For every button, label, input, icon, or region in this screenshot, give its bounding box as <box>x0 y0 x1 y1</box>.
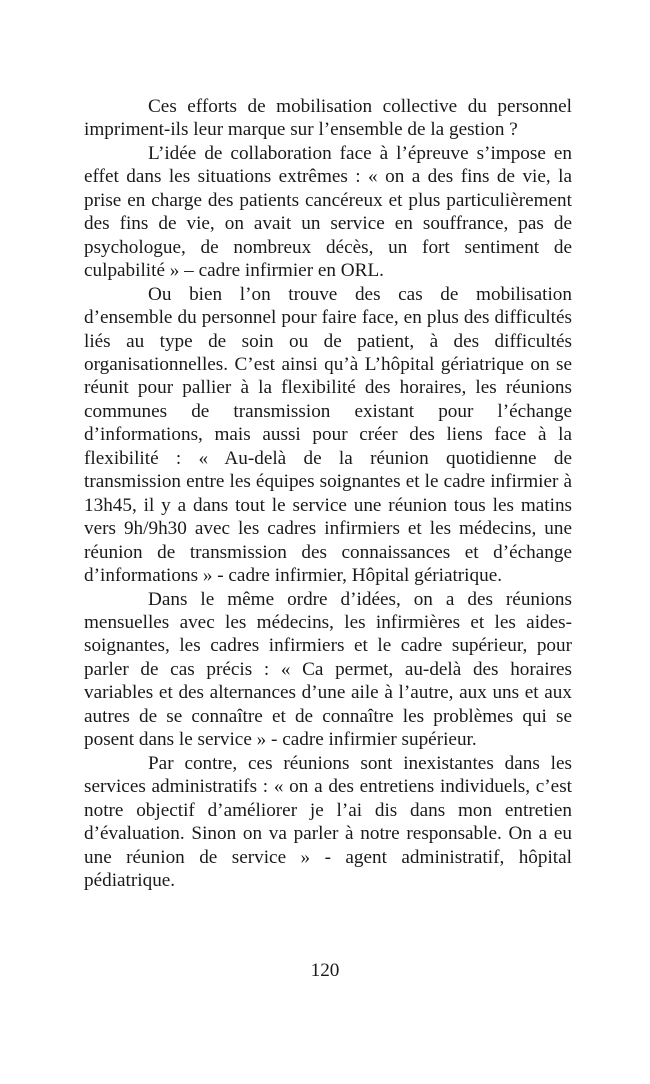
page-number: 120 <box>310 960 340 981</box>
paragraph-1: Ces efforts de mobilisation collective du personnel impriment-ils leur marque sur l’ensemble de la gestion ? <box>84 96 572 141</box>
paragraph-5: Par contre, ces réunions sont inexistantes dans les services administratifs : « on a des entretiens individuels, c’est notre objectif d’améliorer je l’ai dis dans mon entretien d’évaluation. Sinon on va parler à notre responsable. On a eu une réunion de service » - agent administratif, hôpital pédiatrique. <box>84 752 572 891</box>
paragraph-4: Dans le même ordre d’idées, on a des réunions mensuelles avec les médecins, les infirmières et les aides-soignantes, les cadres infirmiers et le cadre supérieur, pour parler de cas précis : « Ca permet, au-delà des horaires variables et des alternances d’une aile à l’autre, aux uns et aux autres de se connaître et de connaître les problèmes qui se posent dans le service » - cadre infirmier supérieur. <box>84 588 572 751</box>
page-body <box>84 95 572 892</box>
paragraph-2: L’idée de collaboration face à l’épreuve s’impose en effet dans les situations extrêmes : « on a des fins de vie, la prise en charge des patients cancéreux et plus particulièrement des fins de vie, on avait un service en souffrance, pas de psychologue, de nombreux décès, un fort sentiment de culpabilité » – cadre infirmier en ORL. <box>84 142 572 282</box>
paragraph-3: Ou bien l’on trouve des cas de mobilisation d’ensemble du personnel pour faire face, en plus des difficultés liés au type de soin ou de patient, à des difficultés organisationnelles. C’est ainsi qu’à L’hôpital gériatrique on se réunit pour pallier à la flexibilité des horaires, les réunions communes de transmission existant pour l’échange d’informations, mais aussi pour créer des liens face à la flexibilité : « Au-delà de la réunion quotidienne de transmission entre les équipes soignantes et le cadre infirmier à 13h45, il y a dans tout le service une réunion tous les matins vers 9h/9h30 avec les cadres infirmiers et les médecins, une réunion de transmission des connaissances et d’échange d’informations » - cadre infirmier, Hôpital gériatrique. <box>84 283 572 587</box>
